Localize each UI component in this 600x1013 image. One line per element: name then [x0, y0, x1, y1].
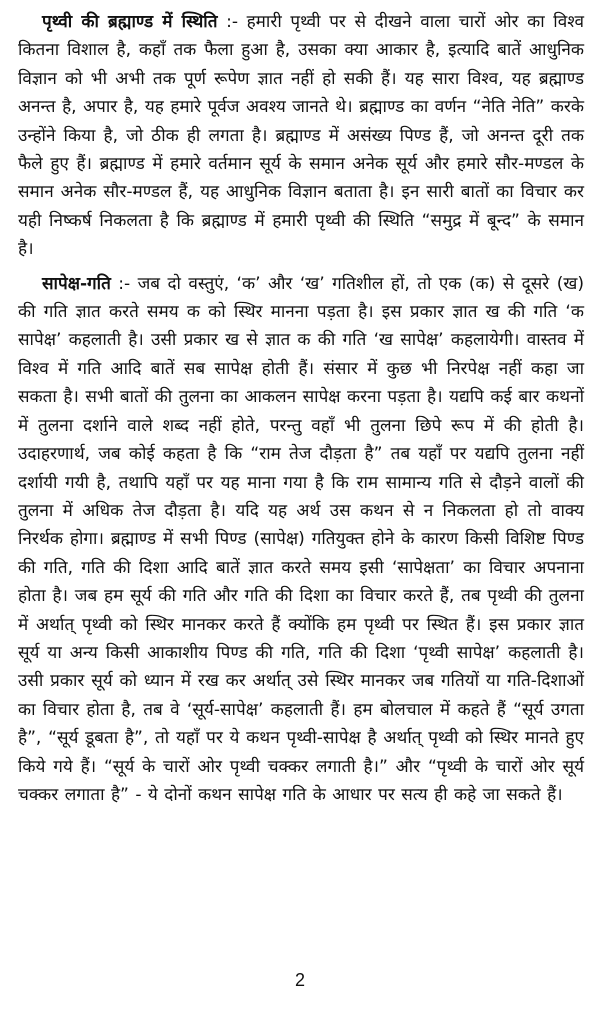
paragraph-relative-motion	[18, 270, 584, 810]
section-heading-relative-motion: सापेक्ष-गति	[42, 273, 111, 294]
paragraph-body: जब दो वस्तुएं, ‘क’ और ‘ख’ गतिशील हों, तो एक (क) से दूसरे (ख) की गति ज्ञात करते समय क को स्थिर मानना पड़ता है। इस प्रकार ज्ञात ख की गति ‘क सापेक्ष’ कहलाती है। उसी प्रकार ख से ज्ञात क की गति ‘ख सापेक्ष’ कहलायेगी। वास्तव में विश्व में गति आदि बातें सब सापेक्ष होती हैं। संसार में कुछ भी निरपेक्ष नहीं कहा जा सकता है। सभी बातों की तुलना का आकलन सापेक्ष करना पड़ता है। यद्यपि कई बार कथनों में तुलना दर्शाने वाले शब्द नहीं होते, परन्तु वहाँ भी तुलना छिपे रूप में की होती है। उदाहरणार्थ, जब कोई कहता है कि “राम तेज दौड़ता है” तब यहाँ पर यद्यपि तुलना नहीं दर्शायी गयी है, तथापि यहाँ पर यह माना गया है कि राम सामान्य गति से दौड़ने वालों की तुलना में अधिक तेज दौड़ता है। यदि यह अर्थ उस कथन से न निकलता हो तो वाक्य निरर्थक होगा। ब्रह्माण्ड में सभी पिण्ड (सापेक्ष) गतियुक्त होने के कारण किसी विशिष्ट पिण्ड की गति, गति की दिशा आदि बातें ज्ञात करते समय इसी ‘सापेक्षता’ का विचार अपनाना होता है। जब हम सूर्य की गति और गति की दिशा का विचार करते हैं, तब पृथ्वी की तुलना में अर्थात् पृथ्वी को स्थिर मानकर करते हैं क्योंकि हम पृथ्वी पर स्थित हैं। इस प्रकार ज्ञात सूर्य या अन्य किसी आकाशीय पिण्ड की गति, गति की दिशा ‘पृथ्वी सापेक्ष’ कहलाती है। उसी प्रकार सूर्य को ध्यान में रख कर अर्थात् उसे स्थिर मानकर जब गतियों या गति-दिशाओं का विचार होता है, तब वे ‘सूर्य-सापेक्ष’ कहलाती हैं। हम बोलचाल में कहते हैं “सूर्य उगता है”, “सूर्य डूबता है”, तो यहाँ पर ये कथन पृथ्वी-सापेक्ष है अर्थात् पृथ्वी को स्थिर मानते हुए किये गये हैं। “सूर्य के चारों ओर पृथ्वी चक्कर लगाती है।” और “पृथ्वी के चारों ओर सूर्य चक्कर लगाता है” - ये दोनों कथन सापेक्ष गति के आधार पर सत्य ही कहे जा सकते हैं।	[18, 273, 585, 805]
document-page	[18, 8, 584, 968]
page-number: 2	[294, 970, 305, 990]
paragraph-earth-position	[18, 8, 584, 264]
heading-separator: :-	[110, 273, 138, 294]
paragraph-body: हमारी पृथ्वी पर से दीखने वाला चारों ओर का विश्व कितना विशाल है, कहाँ तक फैला हुआ है, उसका क्या आकार है, इत्यादि बातें आधुनिक विज्ञान को भी अभी तक पूर्ण रूपेण ज्ञात नहीं हो सकी हैं। यह सारा विश्व, यह ब्रह्माण्ड अनन्त है, अपार है, यह हमारे पूर्वज अवश्य जानते थे। ब्रह्माण्ड का वर्णन “नेति नेति” करके उन्होंने किया है, जो ठीक ही लगता है। ब्रह्माण्ड में असंख्य पिण्ड हैं, जो अनन्त दूरी तक फैले हुए हैं। ब्रह्माण्ड में हमारे वर्तमान सूर्य के समान अनेक सूर्य और हमारे सौर-मण्डल के समान अनेक सौर-मण्डल हैं, यह आधुनिक विज्ञान बताता है। इन सारी बातों का विचार कर यही निष्कर्ष निकलता है कि ब्रह्माण्ड में हमारी पृथ्वी की स्थिति “समुद्र में बून्द” के समान है।	[18, 12, 585, 260]
section-heading-earth-position: पृथ्वी की ब्रह्माण्ड में स्थिति	[42, 12, 218, 32]
heading-separator: :-	[217, 12, 247, 32]
